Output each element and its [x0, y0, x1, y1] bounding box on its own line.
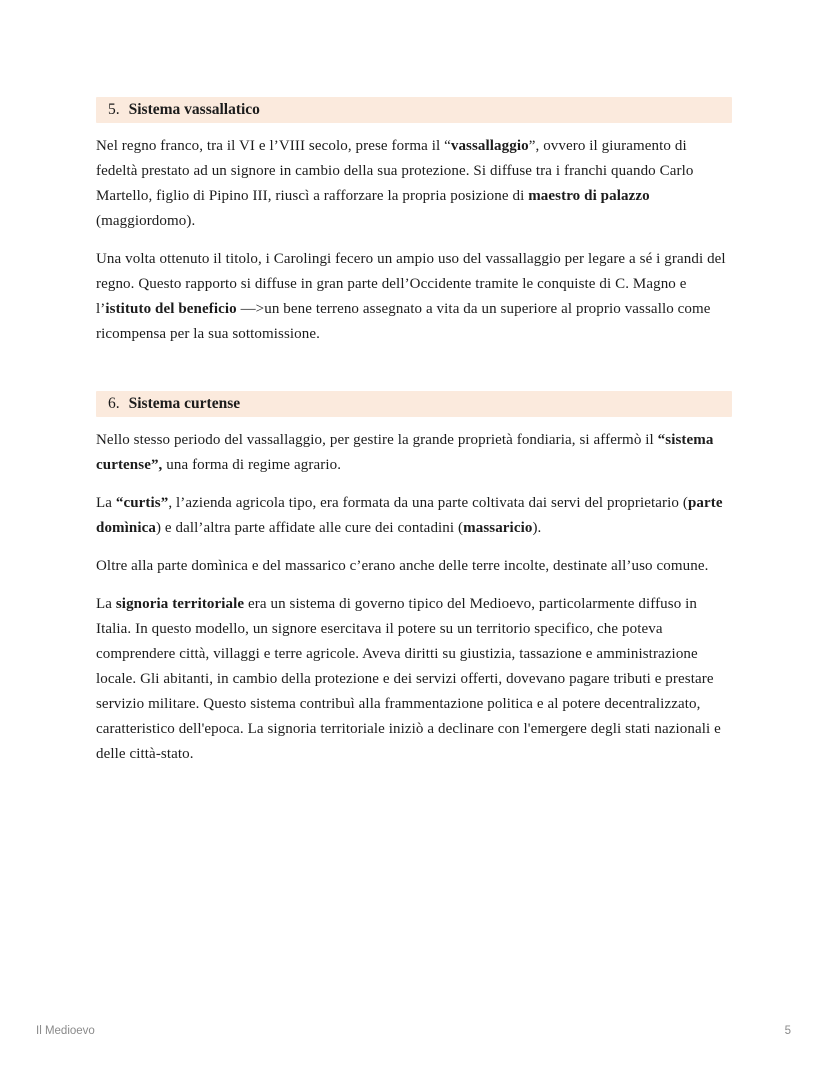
- section-number: 6.: [108, 395, 120, 412]
- paragraph: Nel regno franco, tra il VI e l’VIII secolo, prese forma il “vassallaggio”, ovvero il giuramento di fedeltà prestato ad un signore in cambio della sua protezione. Si diffuse tra i franchi quando Carlo Martello, figlio di Pipino III, riuscì a rafforzare la propria posizione di maestro di palazzo (maggiordomo).: [96, 138, 694, 229]
- section-sistema-vassallatico: [96, 97, 732, 347]
- paragraph: Nello stesso periodo del vassallaggio, per gestire la grande proprietà fondiaria, si affermò il “sistema curtense”, una forma di regime agrario.: [96, 432, 714, 473]
- section-number: 5.: [108, 101, 120, 118]
- paragraph: Oltre alla parte domìnica e del massarico c’erano anche delle terre incolte, destinate all’uso comune.: [96, 558, 709, 574]
- section-sistema-curtense: [96, 391, 732, 767]
- section-title: Sistema curtense: [128, 395, 241, 412]
- page-footer: [36, 1025, 791, 1037]
- paragraph: La signoria territoriale era un sistema di governo tipico del Medioevo, particolarmente diffuso in Italia. In questo modello, un signore esercitava il potere su un territorio specifico, che poteva comprendere città, villaggi e terre agricole. Aveva diritti su giustizia, tassazione e amministrazione locale. Gli abitanti, in cambio della protezione e dei servizi offerti, dovevano pagare tributi e prestare servizio militare. Questo sistema contribuì alla frammentazione politica e al potere decentralizzato, caratteristico dell'epoca. La signoria territoriale iniziò a declinare con l'emergere degli stati nazionali e delle città-stato.: [96, 596, 721, 762]
- paragraph: Una volta ottenuto il titolo, i Carolingi fecero un ampio uso del vassallaggio per legare a sé i grandi del regno. Questo rapporto si diffuse in gran parte dell’Occidente tramite le conquiste di C. Magno e l’istituto del beneficio —>un bene terreno assegnato a vita da un superiore al proprio vassallo come ricompensa per la sua sottomissione.: [96, 251, 726, 342]
- paragraph: La “curtis”, l’azienda agricola tipo, era formata da una parte coltivata dai servi del proprietario (parte domìnica) e dall’altra parte affidate alle cure dei contadini (massaricio).: [96, 495, 723, 536]
- section-title: Sistema vassallatico: [128, 101, 260, 118]
- section-heading: [96, 97, 732, 123]
- footer-document-title: Il Medioevo: [36, 1025, 95, 1037]
- section-heading: [96, 391, 732, 417]
- footer-page-number: 5: [784, 1025, 791, 1037]
- document-page: [96, 97, 732, 767]
